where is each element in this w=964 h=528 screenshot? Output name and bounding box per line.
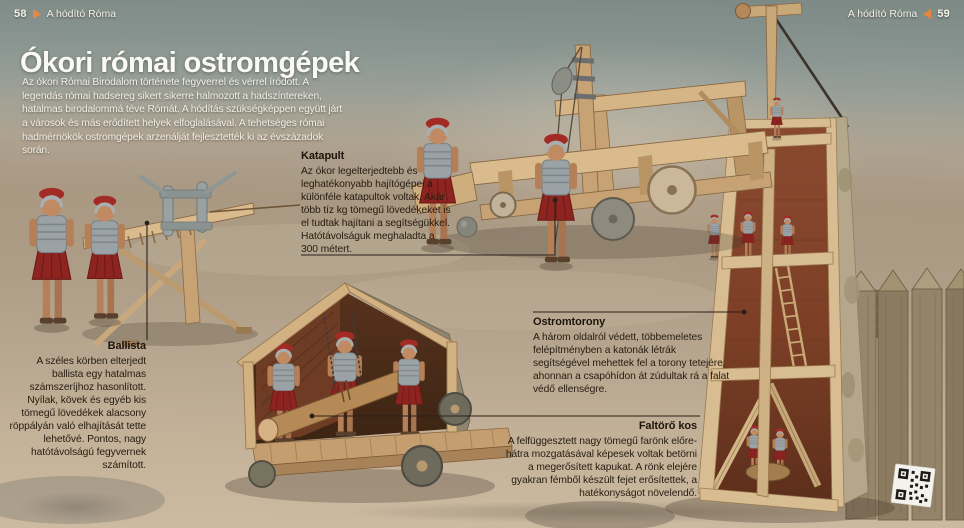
siege-tower-illustration bbox=[665, 3, 895, 523]
page-number-right: 59 bbox=[937, 8, 950, 20]
ballista-bolt bbox=[210, 205, 300, 212]
page-number-left: 58 bbox=[14, 8, 27, 20]
page-back-arrow-icon[interactable] bbox=[923, 9, 931, 19]
callout-katapult-title: Katapult bbox=[301, 150, 345, 162]
callout-ballista-title: Ballista bbox=[107, 340, 146, 352]
callout-ballista-body: A széles körben elterjedt ballista egy hatalmas számszeríjhoz hasonlított. Nyílak, kövek és egyéb kis tömegű lövedékek alacsony röppályán való elhajítását tette lehetővé. Pontos, nagy hatótávolságú fegyvernek számított. bbox=[9, 355, 146, 471]
callout-ostromtorony-title: Ostromtorony bbox=[533, 316, 606, 328]
article-title: Ókori római ostromgépek bbox=[20, 47, 360, 80]
qr-code[interactable] bbox=[891, 464, 935, 508]
section-title-left: A hódító Róma bbox=[46, 8, 117, 20]
stone-projectile bbox=[457, 217, 477, 237]
page-forward-arrow-icon[interactable] bbox=[33, 9, 41, 19]
roman-soldier-figure bbox=[29, 188, 73, 333]
callout-ostromtorony-body: A három oldalról védett, többemeletes felépítményben a katonák létrák segítségével mehettek fel a torony tetejére, ahonnan a csapóhídon át zúdultak rá a falat védő ellenségre. bbox=[533, 331, 730, 395]
callout-faltoro-kos bbox=[503, 420, 697, 501]
page-header-left bbox=[14, 8, 116, 20]
pulley-wheel bbox=[736, 4, 751, 19]
callout-ballista bbox=[4, 340, 146, 473]
section-title-right: A hódító Róma bbox=[847, 8, 918, 20]
callout-faltoro-kos-body: A felfüggesztett nagy tömegű farönk előre-hátra mozgatásával képesek voltak betörni a megerősített kapukat. A rönk elejére gyakran fémből készült fejet erősítettek, a hatékonyságot növelendő. bbox=[505, 435, 697, 499]
article-intro: Az ókori Római Birodalom története fegyverrel és vérrel íródott. A legendás római hadsereg sikert sikerre halmozott a hadszíntereken, hatalmas birodalommá téve Rómát. A hódítás szükségképpen együtt járt a városok és más erődített helyek elfoglalásával. A tehetséges római hadmérnökök ostromgépek arzenálját fejlesztették ki az évszázadok során. bbox=[22, 77, 343, 157]
callout-ostromtorony bbox=[533, 316, 735, 397]
callout-katapult-body: Az ókor legelterjedtebb és leghatékonyabb hajítógépei a különféle katapultok voltak. Akár több tíz kg tömegű lövedékeket is el tudtak hajítani a segítségükkel. Hatótávolságuk meghaladta a 300 métert. bbox=[301, 165, 451, 255]
callout-faltoro-kos-title: Faltörő kos bbox=[638, 420, 697, 432]
page-header-right bbox=[848, 8, 950, 20]
callout-katapult bbox=[301, 150, 453, 257]
shed-wheel bbox=[249, 461, 275, 487]
roman-soldier-figure bbox=[85, 196, 125, 327]
